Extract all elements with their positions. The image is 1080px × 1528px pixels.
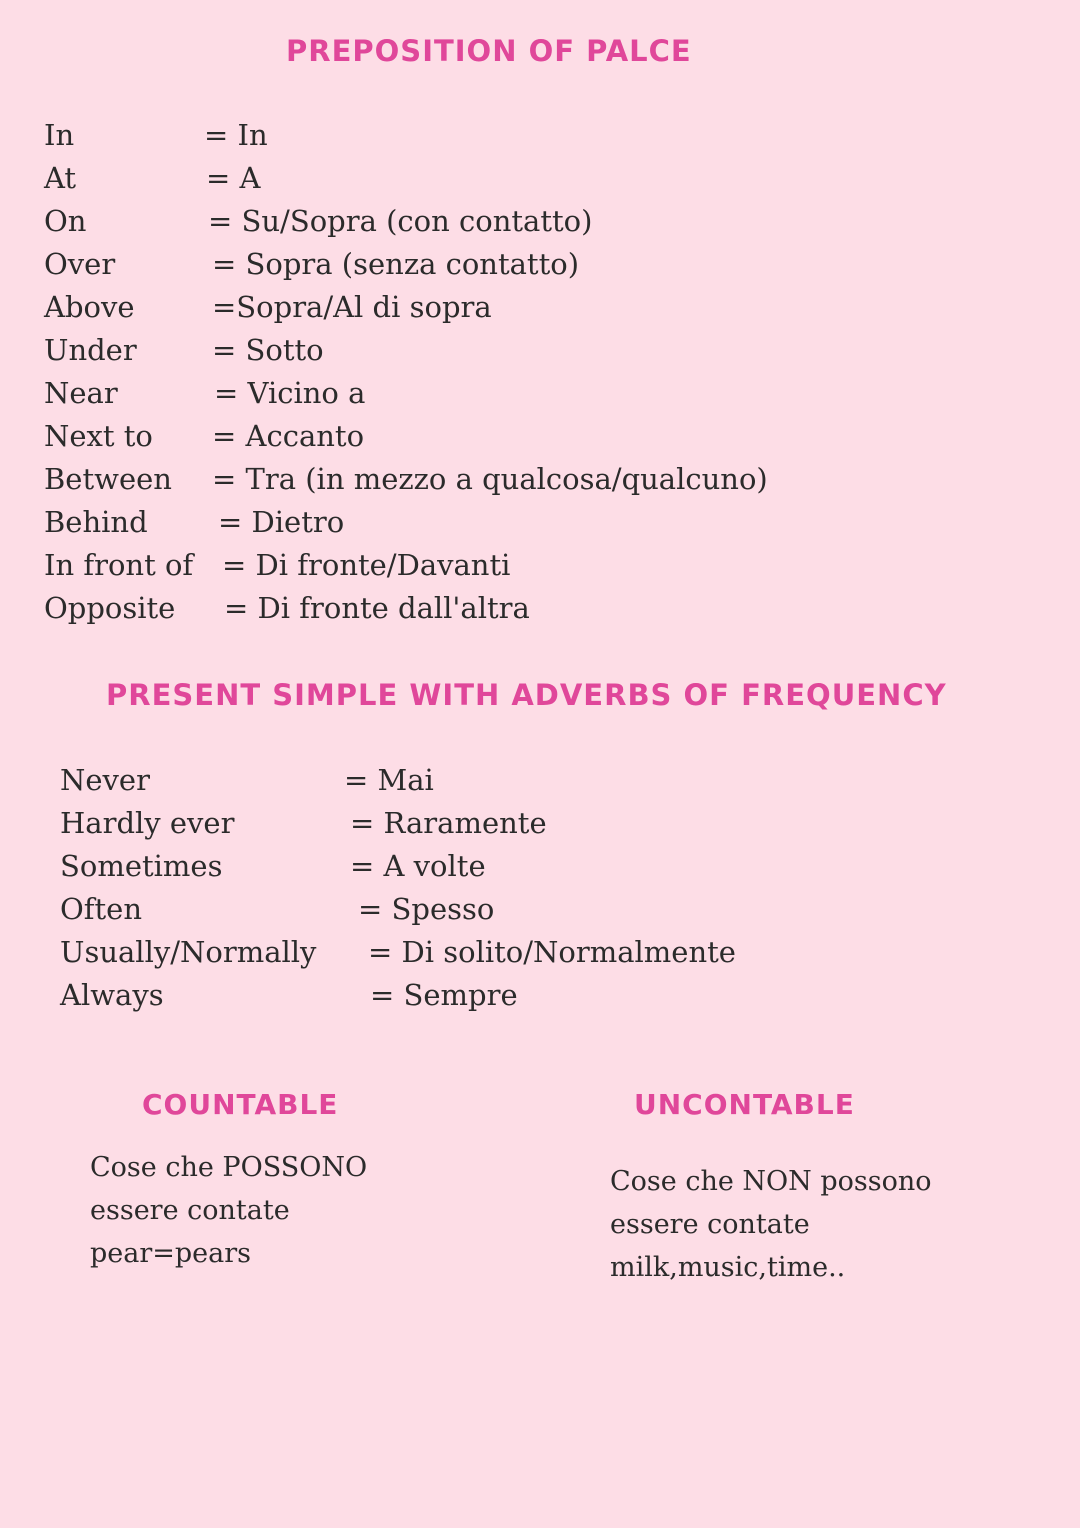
english-term: In front of xyxy=(44,548,194,582)
italian-translation: = Su/Sopra (con contatto) xyxy=(208,204,593,238)
english-term: Always xyxy=(60,978,164,1012)
english-term: Between xyxy=(44,462,172,496)
note-line: pear=pears xyxy=(90,1238,252,1269)
english-term: Next to xyxy=(44,419,153,453)
italian-translation: = A volte xyxy=(350,849,486,883)
english-term: Opposite xyxy=(44,591,176,625)
english-term: Near xyxy=(44,376,118,410)
italian-translation: = Vicino a xyxy=(214,376,366,410)
italian-translation: = A xyxy=(206,161,261,195)
italian-translation: = Di fronte/Davanti xyxy=(222,548,511,582)
italian-translation: = Sempre xyxy=(370,978,518,1012)
english-term: Above xyxy=(44,290,135,324)
note-line: Cose che NON possono xyxy=(610,1166,932,1197)
italian-translation: = Accanto xyxy=(212,419,365,453)
note-line: Cose che POSSONO xyxy=(90,1152,368,1183)
english-term: Usually/Normally xyxy=(60,935,317,969)
english-term: On xyxy=(44,204,87,238)
italian-translation: = Tra (in mezzo a qualcosa/qualcuno) xyxy=(212,462,768,496)
italian-translation: = Sotto xyxy=(212,333,324,367)
italian-translation: =Sopra/Al di sopra xyxy=(212,290,492,324)
english-term: Sometimes xyxy=(60,849,223,883)
uncountable-description xyxy=(610,1160,932,1289)
english-term: At xyxy=(44,161,77,195)
italian-translation: = Spesso xyxy=(358,892,495,926)
note-line: essere contate xyxy=(610,1209,810,1240)
italian-translation: = Mai xyxy=(344,763,434,797)
note-line: milk,music,time.. xyxy=(610,1252,846,1283)
english-term: Over xyxy=(44,247,116,281)
section-title-frequency: PRESENT SIMPLE WITH ADVERBS OF FREQUENCY xyxy=(106,678,947,712)
note-line: essere contate xyxy=(90,1195,290,1226)
english-term: Never xyxy=(60,763,150,797)
english-term: In xyxy=(44,118,75,152)
english-term: Behind xyxy=(44,505,148,539)
english-term: Hardly ever xyxy=(60,806,235,840)
italian-translation: = Sopra (senza contatto) xyxy=(212,247,580,281)
italian-translation: = Di fronte dall'altra xyxy=(224,591,530,625)
countable-description xyxy=(90,1146,367,1275)
italian-translation: = Raramente xyxy=(350,806,547,840)
english-term: Under xyxy=(44,333,137,367)
section-title-uncountable: UNCONTABLE xyxy=(634,1088,855,1121)
italian-translation: = In xyxy=(204,118,268,152)
italian-translation: = Dietro xyxy=(218,505,345,539)
section-title-countable: COUNTABLE xyxy=(142,1088,339,1121)
english-term: Often xyxy=(60,892,143,926)
section-title-prepositions: PREPOSITION OF PALCE xyxy=(286,34,692,68)
italian-translation: = Di solito/Normalmente xyxy=(368,935,736,969)
